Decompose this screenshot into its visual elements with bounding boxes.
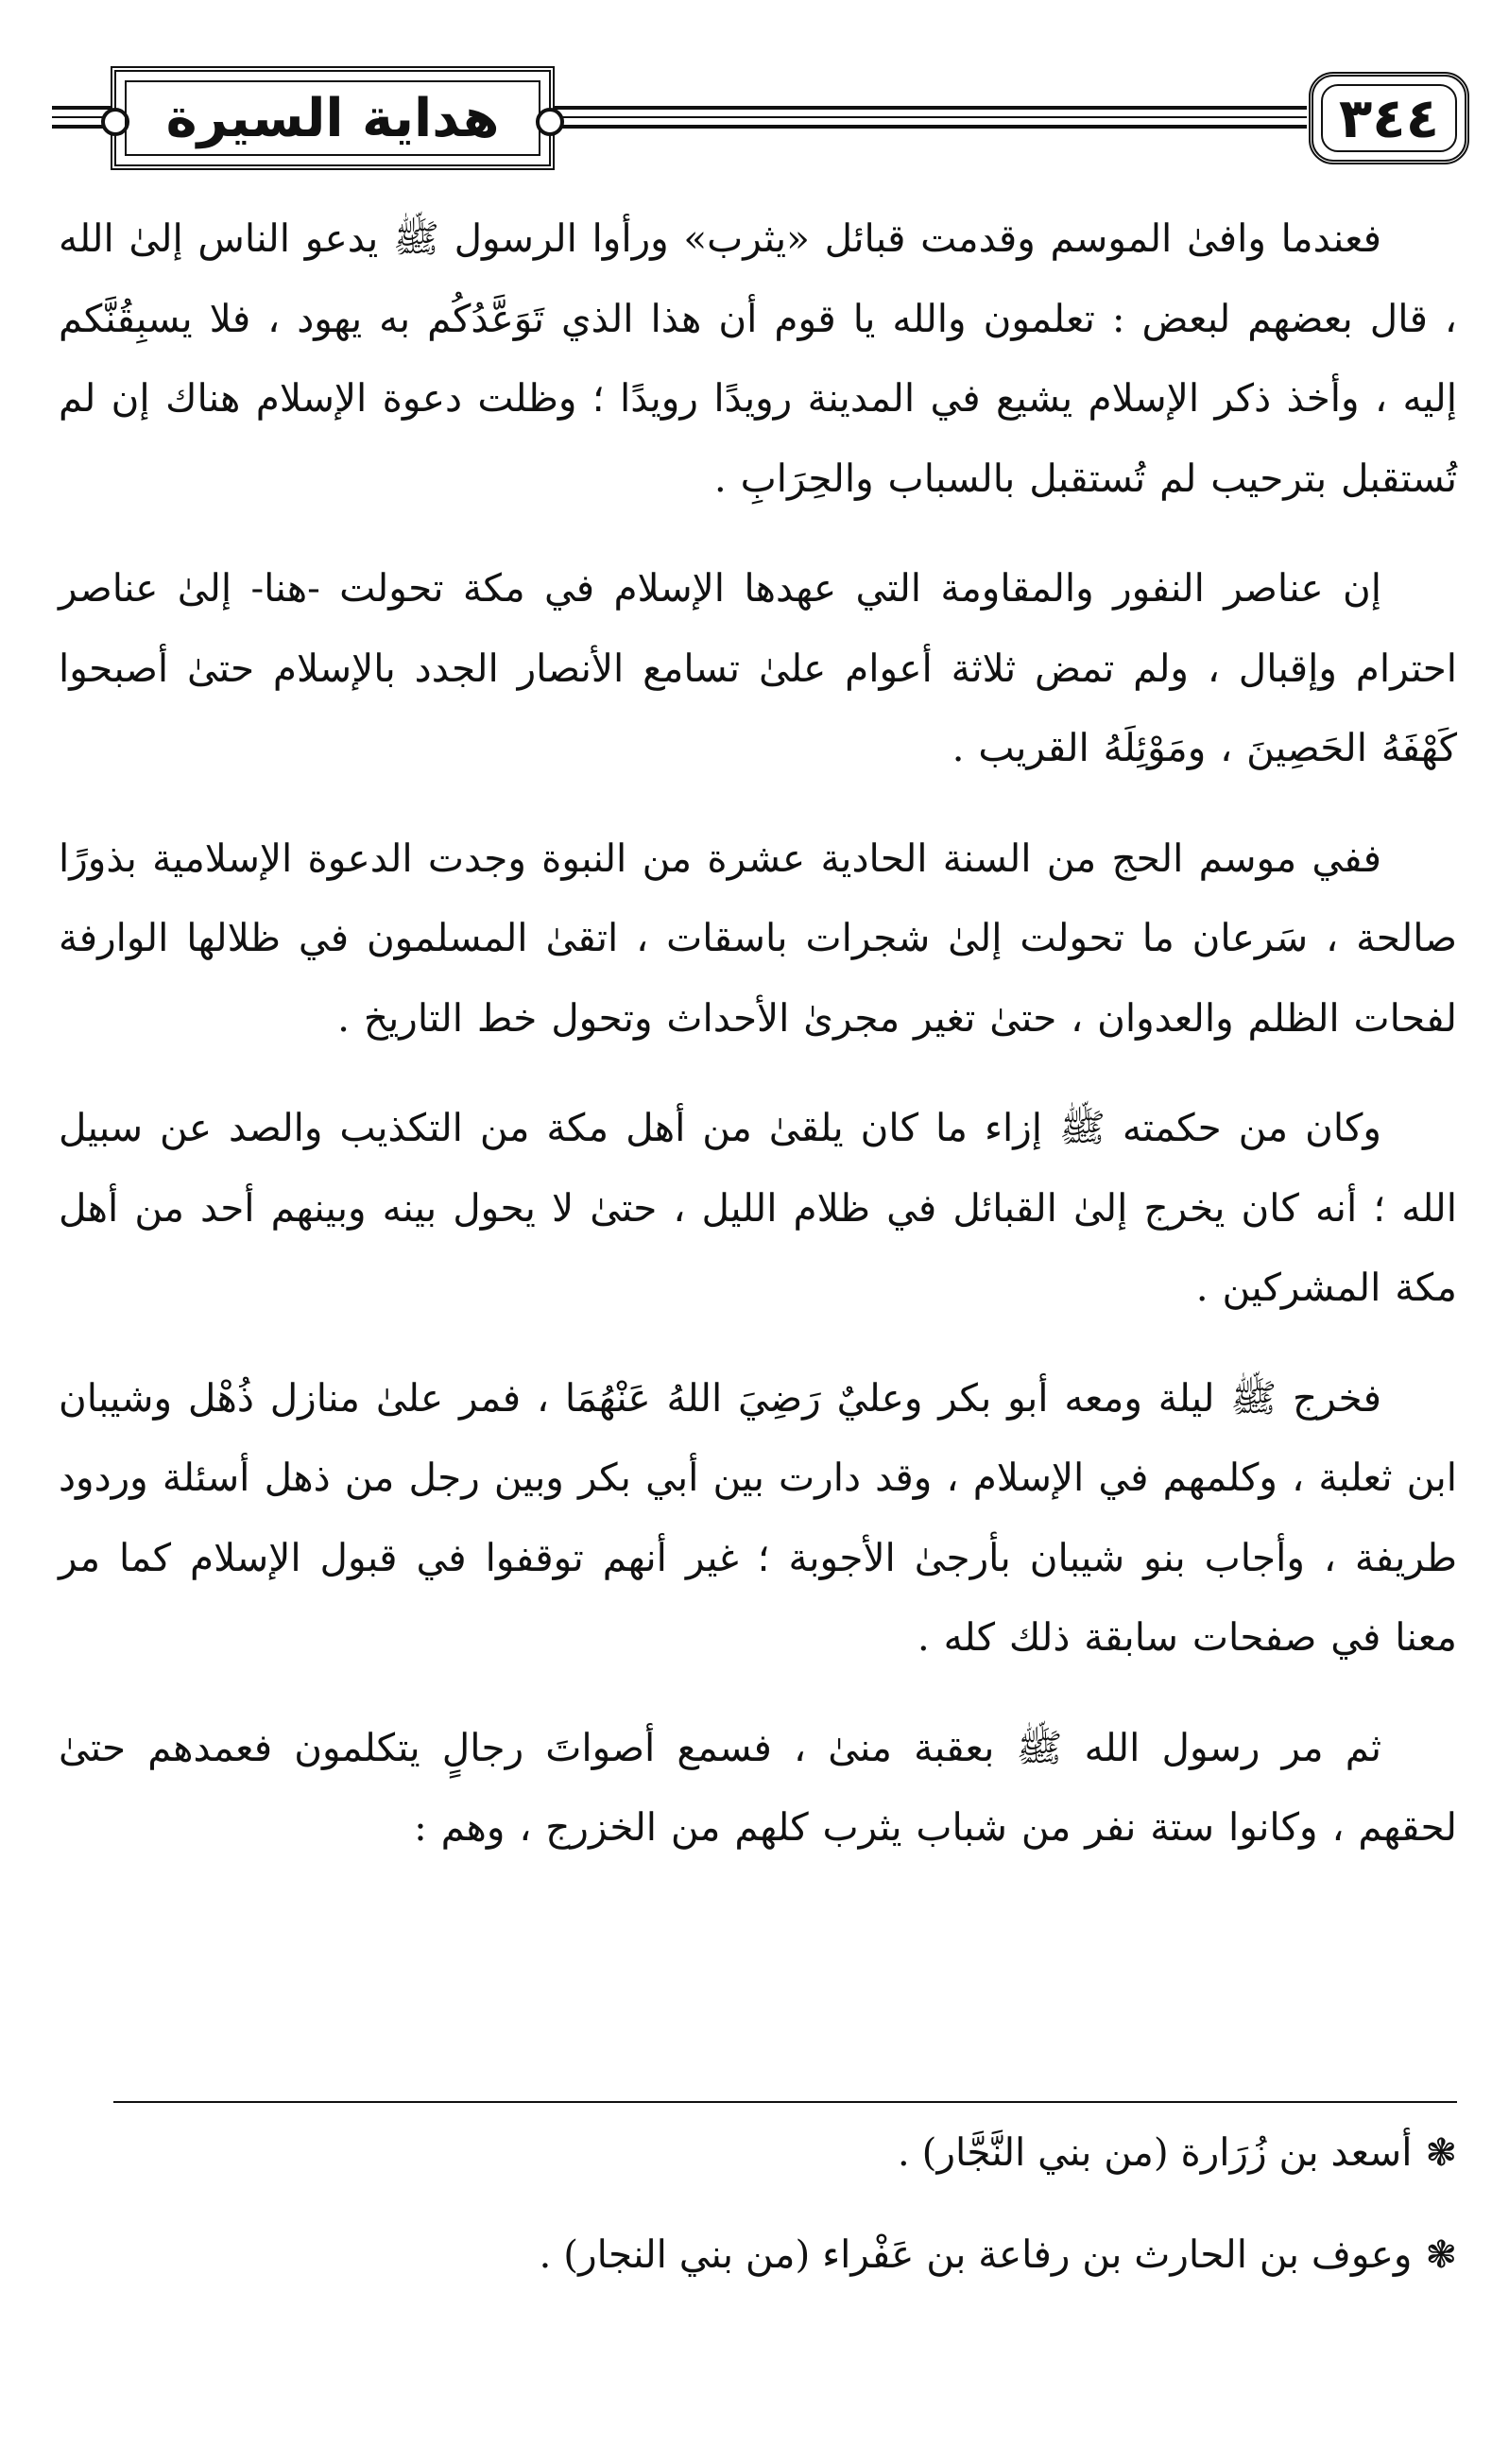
book-title-frame (111, 66, 555, 170)
list-item-text: أسعد بن زُرَارة (من بني النَّجَّار) . (897, 2129, 1413, 2175)
page-number: ٣٤٤ (1338, 86, 1440, 150)
paragraph: ففي موسم الحج من السنة الحادية عشرة من النبوة وجدت الدعوة الإسلامية بذورًا صالحة ، سَرعان ما تحولت إلىٰ شجرات باسقات ، اتقىٰ المسلمون في ظلالها الوارفة لفحات الظلم والعدوان ، حتىٰ تغير مجرىٰ الأحداث وتحول خط التاريخ . (59, 835, 1457, 1041)
page-number-frame (1309, 72, 1469, 164)
book-title: هداية السيرة (165, 87, 500, 149)
paragraph: وكان من حكمته ﷺ إزاء ما كان يلقىٰ من أهل مكة من التكذيب والصد عن سبيل الله ؛ أنه كان يخرج إلىٰ القبائل في ظلام الليل ، حتىٰ لا يحول بينه وبينهم أحد من أهل مكة المشركين . (59, 1105, 1457, 1310)
paragraph: فخرج ﷺ ليلة ومعه أبو بكر وعليٌ رَضِيَ اللهُ عَنْهُمَا ، فمر علىٰ منازل ذُهْل وشيبان ابن ثعلبة ، وكلمهم في الإسلام ، وقد دارت بين أبي بكر وبين رجل من ذهل أسئلة وردود طريفة ، وأجاب بنو شيبان بأرجىٰ الأجوبة ؛ غير أنهم توقفوا في قبول الإسلام كما مر معنا في صفحات سابقة ذلك كله . (59, 1374, 1457, 1660)
paragraph: إن عناصر النفور والمقاومة التي عهدها الإسلام في مكة تحولت -هنا- إلىٰ عناصر احترام وإقبال ، ولم تمض ثلاثة أعوام علىٰ تسامع الأنصار الجدد بالإسلام حتىٰ أصبحوا كَهْفَهُ الحَصِينَ ، ومَوْئِلَهُ القريب . (59, 565, 1457, 770)
list-item-text: وعوف بن الحارث بن رفاعة بن عَفْراء (من بني النجار) . (539, 2231, 1413, 2277)
paragraph: ثم مر رسول الله ﷺ بعقبة منىٰ ، فسمع أصواتَ رجالٍ يتكلمون فعمدهم حتىٰ لحقهم ، وكانوا ستة نفر من شباب يثرب كلهم من الخزرج ، وهم : (59, 1724, 1457, 1850)
paragraph: فعندما وافىٰ الموسم وقدمت قبائل «يثرب» ورأوا الرسول ﷺ يدعو الناس إلىٰ الله ، قال بعضهم لبعض : تعلمون والله يا قوم أن هذا الذي تَوَعَّدُكُم به يهود ، فلا يسبِقُنَّكم إليه ، وأخذ ذكر الإسلام يشيع في المدينة رويدًا رويدًا ؛ وظلت دعوة الإسلام هناك إن لم تُستقبل بترحيب لم تُستقبل بالسباب والحِرَابِ . (59, 215, 1457, 501)
page-header (52, 66, 1469, 170)
section-divider (113, 2101, 1457, 2103)
names-list (59, 2112, 1457, 2295)
page-body (59, 198, 1457, 1868)
list-item (59, 2112, 1457, 2194)
flower-bullet-icon: ❃ (1425, 2131, 1457, 2175)
flower-bullet-icon: ❃ (1425, 2232, 1457, 2277)
list-item (59, 2214, 1457, 2296)
